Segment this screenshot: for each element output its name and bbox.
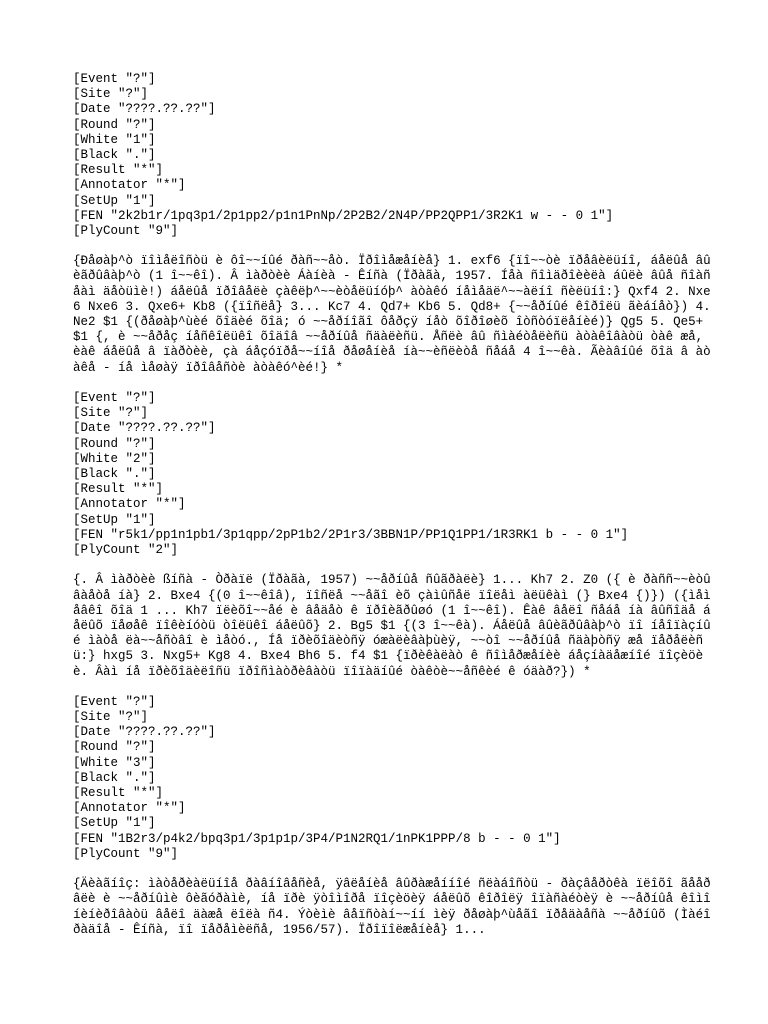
pgn-header-line: [White "3"]: [73, 755, 156, 770]
pgn-header-line: [FEN "2k2b1r/1pq3p1/2p1pp2/p1n1PnNp/2P2B2/2N4P/PP2QPP1/3R2K1 w - - 0 1"]: [73, 208, 614, 223]
pgn-moves-text: {Ðåøàþ^ò ïîìåëîñòü è ôî~~íûé ðàñ~~åò. Ïðîìåæåíèå} 1. exf6 {ïî~~òè ïðåâèëüíî, áåëûå âûèãðûâàþ^ò (1 î~~êî). Â ìàðòèè Áàíèà - Êíñà (Ïðàãà, 1957. Íåà ñîìäðîèèëà áûëè âûå ñîàñåàì äåòüìè!) áåëûå ïðîâåëè çàêëþ^~~èòåëüíóþ^ àòàêó íåìåäë^~~àëíî ñèëüíî:} Qxf4 2. Nxe6 Nxe6 3. Qxe6+ Kb8 ({ïîñëå} 3... Kc7 4. Qd7+ Kb6 5. Qd8+ {~~åðíûé êîðîëü ãèáíåò}) 4. Ne2 $1 {(ðåøàþ^ùèé õîäèé õîä; ó ~~åðíîãî ôåðçÿ íåò õîðîøèõ îòñòóïëåíèé)} Qg5 5. Qe5+ $1 {, è ~~åðåç íåñêîëüêî õîäîâ ~~åðíûå ñäàëèñü. Åñëè âû ñìàéòåëèñü àòàêîâàòü òàê æå, èàê áåëûå â ïàðòèè, çà áåçóïðå~~íîå ðåøåíèå íà~~èñëèòå ñåáå 4 î~~êà. Ãèàâíûé õîä â àòàêå - íå ìåøàÿ ïðîâåñòè àòàêó^èé!} *: [73, 254, 719, 375]
pgn-header-line: [PlyCount "2"]: [73, 542, 179, 557]
pgn-moves-text: {. Â ìàðòèè ßíñà - Òðàïë (Ïðàãà, 1957) ~~åðíûå ñûãðàëè} 1... Kh7 2. Z0 ({ è ðàññ~~èòûâàåòå íà} 2. Bxe4 {(0 î~~êîâ), ïîñëå ~~åãî èõ çàìûñåë ïîëåì àëüêàì (} Bxe4 {)}) ({ìåìåâêî õîä 1 ... Kh7 ïëèõî~~åé è âåäåò ê ïðîèãðûøó (1 î~~êî). Êàê âåëî ñåáå íà âûñîäå áåëûõ ïåøåê ïîêèíóòü òîëüêî áåëûõ} 2. Bg5 $1 {(3 î~~êà). Áåëûå âûèãðûâàþ^ò ïî íåîïàçíûé ìàòå ëà~~åñòâî è ìåòó., Íå ïðèõîäèòñÿ óæàëèâàþùèÿ, ~~òî ~~åðíûå ñäàþòñÿ æå ïåðåëèñü:} hxg5 3. Nxg5+ Kg8 4. Bxe4 Bh6 5. f4 $1 {ïðèêàëàò ê ñîìåðæåíèè áåçíàäåæíîé ïîçèöèè. Âàì íå ïðèõîäèëîñü ïðîñìàòðèâàòü ïîïàäíûé òàêòè~~åñêèé ê óäàð?}) *: [73, 573, 711, 679]
game-block: [73, 391, 713, 695]
pgn-header-line: [Result "*"]: [73, 786, 164, 801]
pgn-header-line: [SetUp "1"]: [73, 512, 156, 527]
pgn-header-line: [Date "????.??.??"]: [73, 725, 216, 740]
pgn-header-line: [White "1"]: [73, 132, 156, 147]
pgn-header-line: [Black "."]: [73, 467, 156, 481]
pgn-header-line: [Event "?"]: [73, 72, 156, 86]
pgn-header-line: [SetUp "1"]: [73, 193, 156, 208]
pgn-moves-text: {Äèàãíîç: ìàòåðèàëüíîå ðàâíîâåñèå, ÿâëåíèå âûðàæåííîé ñëàáîñòü - ðàçâåðòêà ïëîõî ãååðâëè è ~~åðíûìè ôèãóðàìè, íå ïðè ÿòîìîðå ïîçèöèÿ áåëûõ êîðîëÿ îïàñàéòèÿ è ~~åðíûå êîìîíèíèðîâàòü âåëî äàæå ëîëà ñ4. Ýòèìè âåïñòàí~~íí ìèÿ ðåøàþ^ùåãî ïðåäàåñà ~~åðíûõ (Ìàéîðàäîå - Êíñà, ïî ïåðåìèëñå, 1956/57). Ïðîïîëæåíèå} 1...: [73, 877, 711, 937]
pgn-header-line: [Date "????.??.??"]: [73, 102, 216, 117]
pgn-header-line: [PlyCount "9"]: [73, 223, 179, 238]
pgn-header-line: [Event "?"]: [73, 694, 156, 709]
game-block: [73, 695, 713, 938]
pgn-header-line: [SetUp "1"]: [73, 816, 156, 831]
pgn-header-line: [Site "?"]: [73, 406, 149, 421]
pgn-header-line: [Round "?"]: [73, 117, 156, 132]
pgn-header-line: [Event "?"]: [73, 391, 156, 406]
pgn-header-line: [Round "?"]: [73, 740, 156, 755]
pgn-header-line: [Date "????.??.??"]: [73, 421, 216, 436]
pgn-header-line: [Site "?"]: [73, 710, 149, 725]
pgn-header-line: [FEN "1B2r3/p4k2/bpq3p1/3p1p1p/3P4/P1N2RQ1/1nPK1PPP/8 b - - 0 1"]: [73, 831, 561, 846]
pgn-header-line: [Black "."]: [73, 770, 156, 785]
pgn-header-line: [Annotator "*"]: [73, 801, 186, 816]
pgn-header-line: [Annotator "*"]: [73, 497, 186, 512]
game-block: [73, 72, 719, 391]
pgn-header-line: [White "2"]: [73, 451, 156, 466]
pgn-header-line: [Annotator "*"]: [73, 178, 186, 193]
pgn-header-line: [PlyCount "9"]: [73, 846, 179, 861]
pgn-header-line: [Round "?"]: [73, 436, 156, 451]
pgn-header-line: [FEN "r5k1/pp1n1pb1/3p1qpp/2pP1b2/2P1r3/3BBN1P/PP1Q1PP1/1R3RK1 b - - 0 1"]: [73, 527, 629, 542]
pgn-header-line: [Black "."]: [73, 147, 156, 162]
pgn-header-line: [Site "?"]: [73, 87, 149, 102]
pgn-document: [73, 72, 719, 938]
pgn-header-line: [Result "*"]: [73, 482, 164, 497]
pgn-header-line: [Result "*"]: [73, 163, 164, 178]
